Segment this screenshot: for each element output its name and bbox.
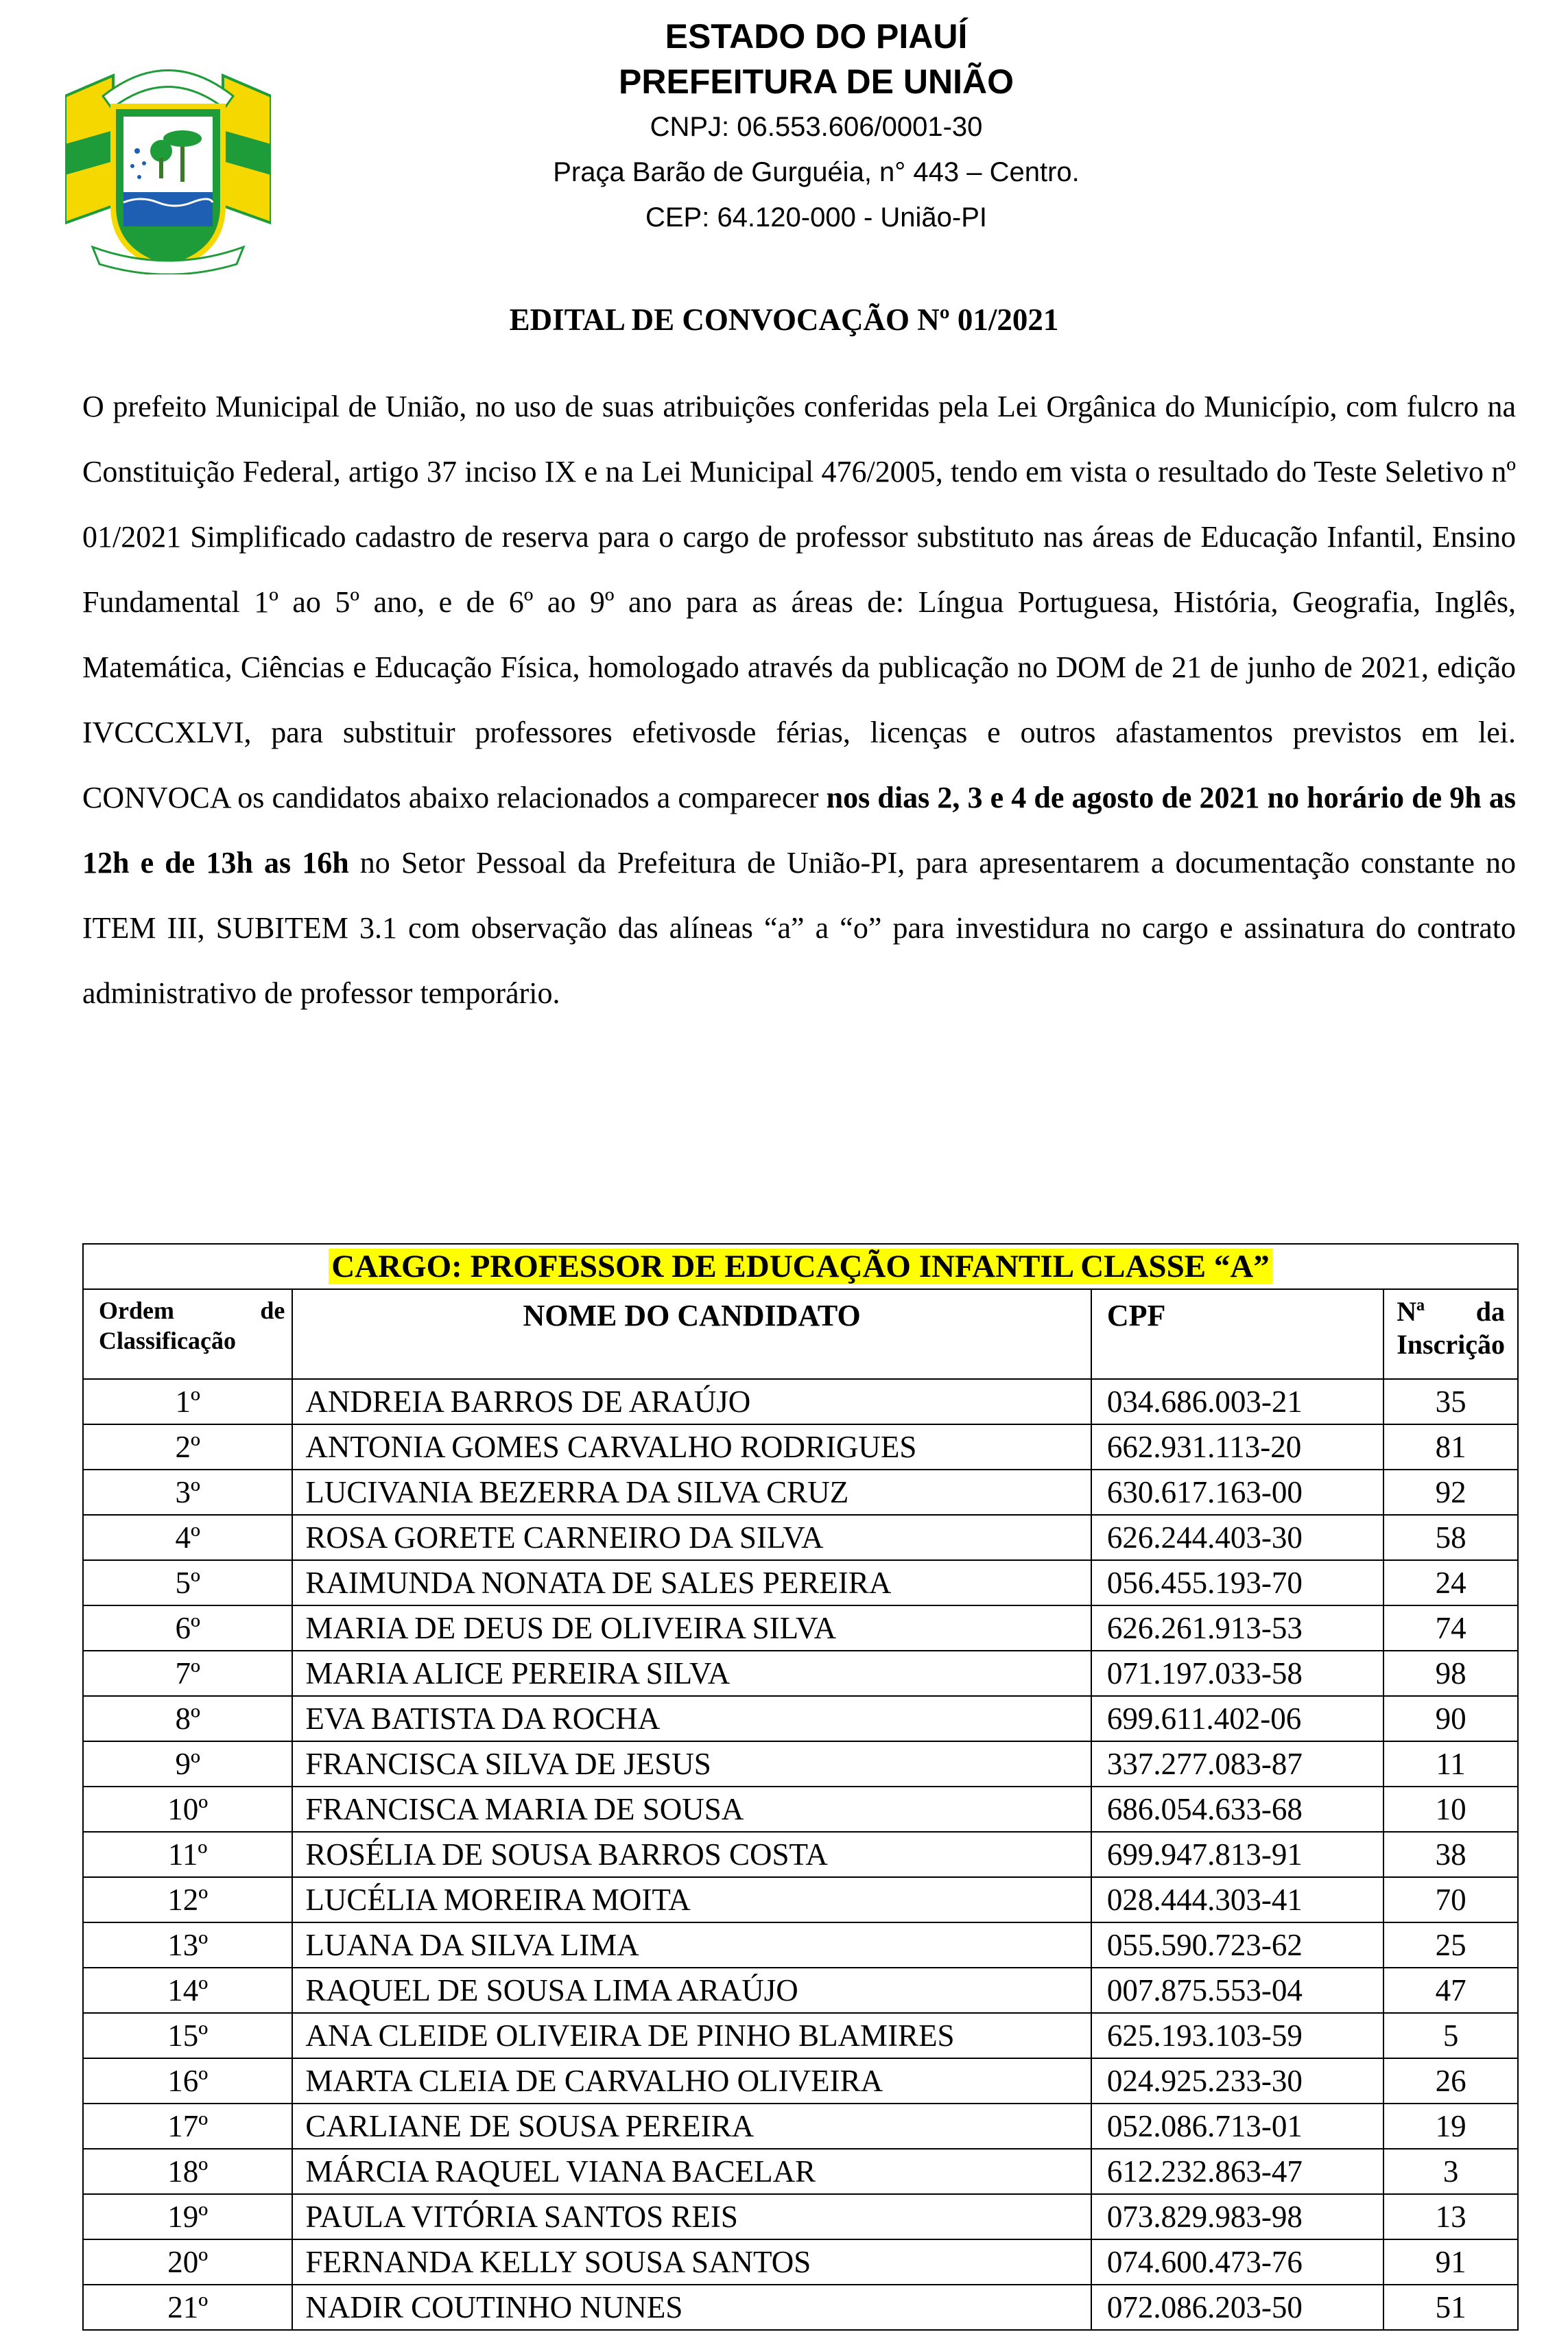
cargo-row [83,1244,1518,1289]
municipal-crest-logo [65,48,271,274]
cell-ordem: 1º [83,1379,292,1424]
table-row [83,2104,1518,2149]
header-text: Ordem [99,1297,174,1324]
table-row [83,1922,1518,1968]
column-header-cpf: CPF [1091,1289,1383,1379]
cell-cpf: 028.444.303-41 [1091,1877,1383,1922]
cell-ordem: 21º [83,2285,292,2330]
cell-inscricao: 74 [1383,1605,1518,1651]
column-header-ordem [83,1289,292,1379]
table-row [83,2013,1518,2058]
cell-inscricao: 51 [1383,2285,1518,2330]
cell-nome: ANA CLEIDE OLIVEIRA DE PINHO BLAMIRES [292,2013,1091,2058]
header-text: Classificação [99,1327,236,1354]
cell-ordem: 9º [83,1741,292,1787]
cell-ordem: 15º [83,2013,292,2058]
cell-inscricao: 58 [1383,1515,1518,1560]
cell-cpf: 007.875.553-04 [1091,1968,1383,2013]
cell-nome: PAULA VITÓRIA SANTOS REIS [292,2194,1091,2239]
table-header-row [83,1289,1518,1379]
cell-inscricao: 5 [1383,2013,1518,2058]
column-header-inscricao [1383,1289,1518,1379]
cell-inscricao: 3 [1383,2149,1518,2194]
cell-cpf: 626.244.403-30 [1091,1515,1383,1560]
table-row [83,2285,1518,2330]
column-header-nome: NOME DO CANDIDATO [292,1289,1091,1379]
cell-cpf: 662.931.113-20 [1091,1424,1383,1470]
table-row [83,2239,1518,2285]
cell-inscricao: 19 [1383,2104,1518,2149]
cell-ordem: 16º [83,2058,292,2104]
letterhead [453,14,1180,240]
cell-inscricao: 81 [1383,1424,1518,1470]
cell-cpf: 625.193.103-59 [1091,2013,1383,2058]
cell-nome: MARTA CLEIA DE CARVALHO OLIVEIRA [292,2058,1091,2104]
cell-cpf: 052.086.713-01 [1091,2104,1383,2149]
candidates-table [82,1243,1519,2331]
table-row [83,1379,1518,1424]
paragraph-bold-dates: nos dias 2, 3 e 4 de agosto de 2021 no horário de 9h as 12h e de 13h as 16h [82,781,1516,880]
cell-ordem: 6º [83,1605,292,1651]
cell-ordem: 8º [83,1696,292,1741]
cell-ordem: 7º [83,1651,292,1696]
cell-inscricao: 10 [1383,1787,1518,1832]
cell-cpf: 630.617.163-00 [1091,1470,1383,1515]
cargo-title: CARGO: PROFESSOR DE EDUCAÇÃO INFANTIL CLASSE “A” [329,1249,1272,1284]
table-row [83,1560,1518,1605]
table-row [83,1515,1518,1560]
paragraph-text-1: O prefeito Municipal de União, no uso de suas atribuições conferidas pela Lei Orgânica do Município, com fulcro na Constituição Federal, artigo 37 inciso IX e na Lei Municipal 476/2005, tendo em vista o resultado do Teste Seletivo nº 01/2021 Simplificado cadastro de reserva para o cargo de professor substituto nas áreas de Educação Infantil, Ensino Fundamental 1º ao 5º ano, e de 6º ao 9º ano para as áreas de: Língua Portuguesa, História, Geografia, Inglês, Matemática, Ciências e Educação Física, homologado através da publicação no DOM de 21 de junho de 2021, edição IVCCCXLVI, para substituir professores efetivosde férias, licenças e outros afastamentos previstos em lei. CONVOCA os candidatos abaixo relacionados a comparecer [82,390,1516,814]
cell-ordem: 3º [83,1470,292,1515]
edital-paragraph [82,374,1516,1026]
cell-ordem: 13º [83,1922,292,1968]
table-row [83,1877,1518,1922]
cell-nome: ROSÉLIA DE SOUSA BARROS COSTA [292,1832,1091,1877]
cell-nome: CARLIANE DE SOUSA PEREIRA [292,2104,1091,2149]
cell-inscricao: 90 [1383,1696,1518,1741]
cell-cpf: 686.054.633-68 [1091,1787,1383,1832]
cell-ordem: 12º [83,1877,292,1922]
cell-nome: EVA BATISTA DA ROCHA [292,1696,1091,1741]
cnpj-line: CNPJ: 06.553.606/0001-30 [650,112,983,142]
cell-inscricao: 35 [1383,1379,1518,1424]
cell-cpf: 337.277.083-87 [1091,1741,1383,1787]
cell-ordem: 18º [83,2149,292,2194]
cell-nome: FERNANDA KELLY SOUSA SANTOS [292,2239,1091,2285]
cell-inscricao: 92 [1383,1470,1518,1515]
cell-nome: LUCIVANIA BEZERRA DA SILVA CRUZ [292,1470,1091,1515]
table-row [83,1832,1518,1877]
cell-cpf: 699.947.813-91 [1091,1832,1383,1877]
cell-ordem: 5º [83,1560,292,1605]
cell-inscricao: 24 [1383,1560,1518,1605]
cell-nome: MARIA ALICE PEREIRA SILVA [292,1651,1091,1696]
cell-cpf: 073.829.983-98 [1091,2194,1383,2239]
cell-inscricao: 98 [1383,1651,1518,1696]
cell-cpf: 055.590.723-62 [1091,1922,1383,1968]
table-row [83,1605,1518,1651]
table-row [83,1787,1518,1832]
cell-ordem: 10º [83,1787,292,1832]
cell-cpf: 626.261.913-53 [1091,1605,1383,1651]
cell-inscricao: 47 [1383,1968,1518,2013]
table-row [83,1424,1518,1470]
cell-cpf: 074.600.473-76 [1091,2239,1383,2285]
table-row [83,1651,1518,1696]
cell-nome: ANTONIA GOMES CARVALHO RODRIGUES [292,1424,1091,1470]
cell-inscricao: 91 [1383,2239,1518,2285]
cell-inscricao: 11 [1383,1741,1518,1787]
table-row [83,1741,1518,1787]
cep-line: CEP: 64.120-000 - União-PI [645,202,988,233]
cell-ordem: 19º [83,2194,292,2239]
state-name: ESTADO DO PIAUÍ [665,17,968,56]
cargo-cell [83,1244,1518,1289]
cell-ordem: 14º [83,1968,292,2013]
cell-nome: ROSA GORETE CARNEIRO DA SILVA [292,1515,1091,1560]
cell-nome: LUCÉLIA MOREIRA MOITA [292,1877,1091,1922]
table-row [83,2149,1518,2194]
cell-nome: LUANA DA SILVA LIMA [292,1922,1091,1968]
cell-cpf: 056.455.193-70 [1091,1560,1383,1605]
cell-inscricao: 26 [1383,2058,1518,2104]
table-row [83,1696,1518,1741]
cell-ordem: 20º [83,2239,292,2285]
table-body [83,1379,1518,2330]
cell-ordem: 17º [83,2104,292,2149]
cell-nome: NADIR COUTINHO NUNES [292,2285,1091,2330]
cell-cpf: 071.197.033-58 [1091,1651,1383,1696]
edital-title: EDITAL DE CONVOCAÇÃO Nº 01/2021 [509,303,1059,337]
cell-nome: FRANCISCA SILVA DE JESUS [292,1741,1091,1787]
cell-nome: RAIMUNDA NONATA DE SALES PEREIRA [292,1560,1091,1605]
cell-cpf: 034.686.003-21 [1091,1379,1383,1424]
cell-nome: RAQUEL DE SOUSA LIMA ARAÚJO [292,1968,1091,2013]
paragraph-text-2: no Setor Pessoal da Prefeitura de União-PI, para apresentarem a documentação constante no ITEM III, SUBITEM 3.1 com observação das alíneas “a” a “o” para investidura no cargo e assinatura do contrato administrativo de professor temporário. [82,846,1516,1010]
cell-nome: FRANCISCA MARIA DE SOUSA [292,1787,1091,1832]
cell-inscricao: 25 [1383,1922,1518,1968]
cell-ordem: 11º [83,1832,292,1877]
cell-inscricao: 38 [1383,1832,1518,1877]
cell-nome: MARIA DE DEUS DE OLIVEIRA SILVA [292,1605,1091,1651]
table-row [83,2194,1518,2239]
cell-nome: ANDREIA BARROS DE ARAÚJO [292,1379,1091,1424]
cell-inscricao: 13 [1383,2194,1518,2239]
table-row [83,2058,1518,2104]
cell-ordem: 2º [83,1424,292,1470]
header-text: Inscrição [1397,1329,1505,1360]
cell-inscricao: 70 [1383,1877,1518,1922]
cell-cpf: 024.925.233-30 [1091,2058,1383,2104]
cell-cpf: 072.086.203-50 [1091,2285,1383,2330]
table-row [83,1470,1518,1515]
table-row [83,1968,1518,2013]
cell-cpf: 612.232.863-47 [1091,2149,1383,2194]
header-text: Nª [1397,1296,1425,1327]
cell-nome: MÁRCIA RAQUEL VIANA BACELAR [292,2149,1091,2194]
prefeitura-name: PREFEITURA DE UNIÃO [619,62,1014,101]
cell-ordem: 4º [83,1515,292,1560]
address-line: Praça Barão de Gurguéia, n° 443 – Centro. [553,157,1080,187]
header-text: da [1475,1296,1505,1327]
header-text: de [260,1297,285,1324]
cell-cpf: 699.611.402-06 [1091,1696,1383,1741]
